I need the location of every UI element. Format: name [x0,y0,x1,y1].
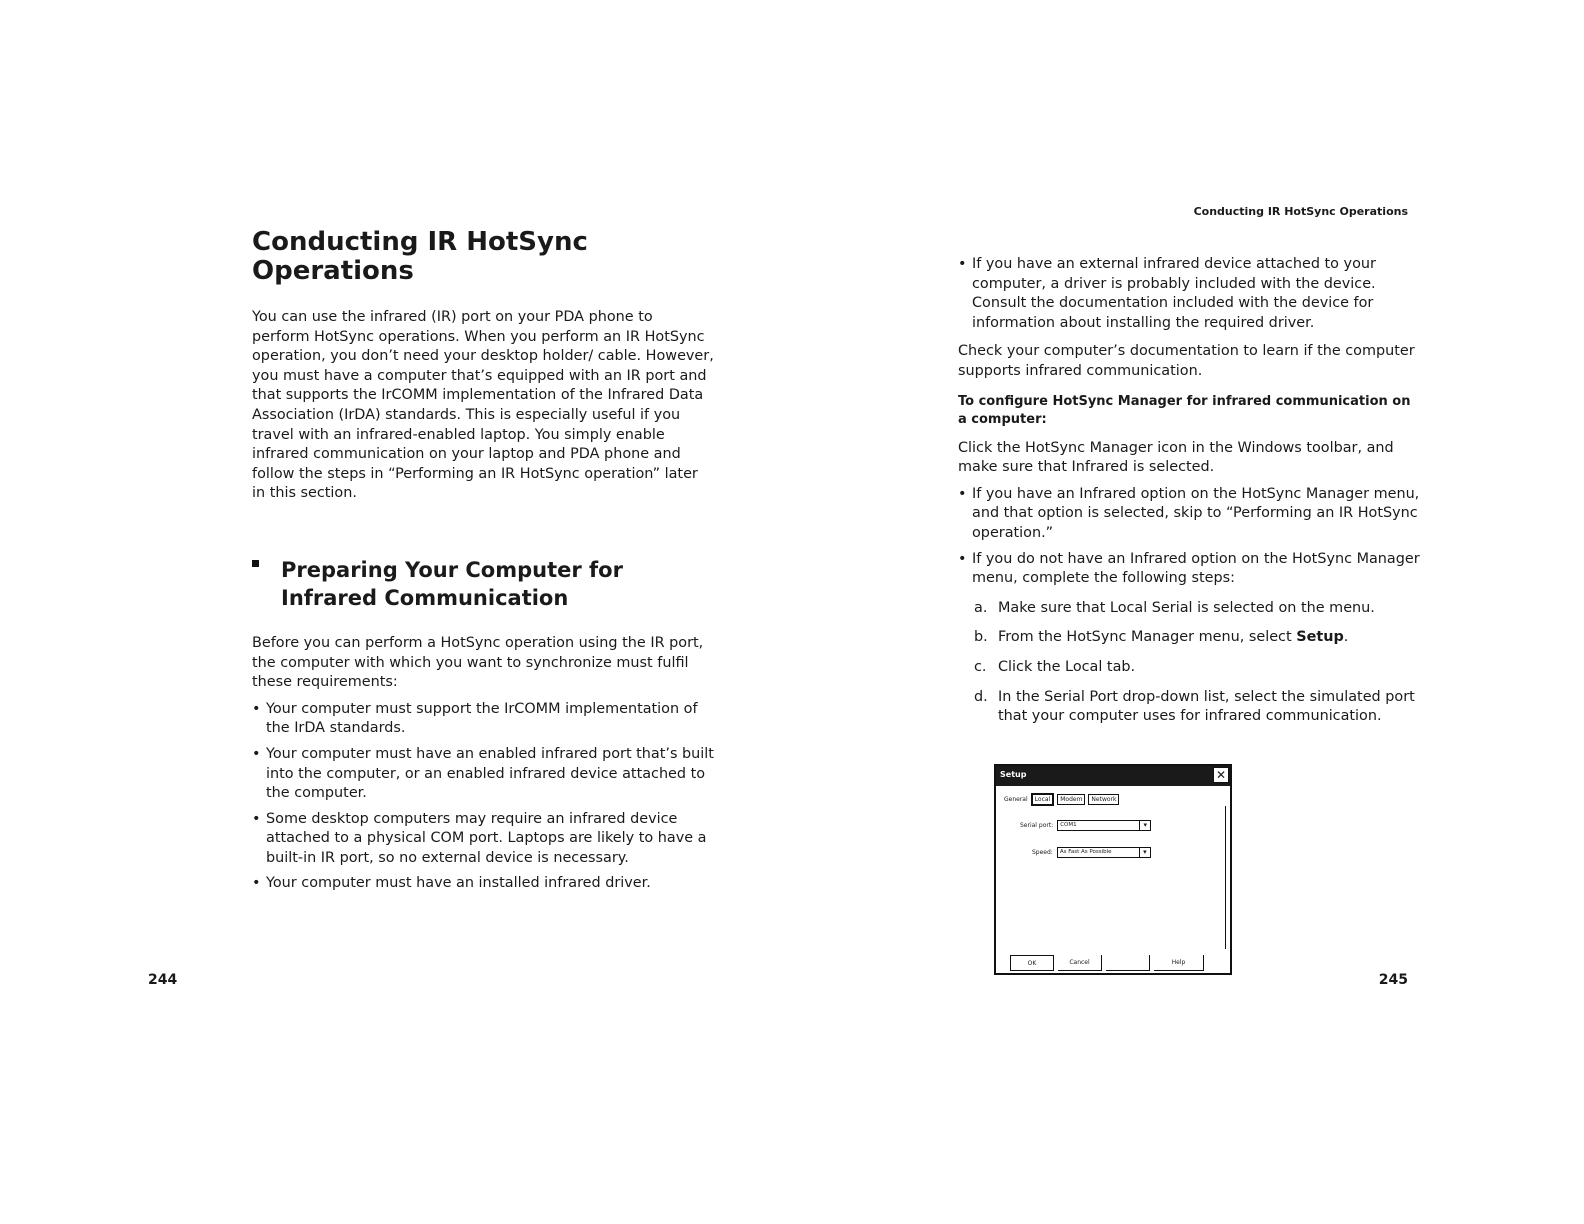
close-icon[interactable]: ✕ [1213,767,1229,783]
section-intro: Before you can perform a HotSync operation using the IR port, the computer with which you want to synchronize must fulfil these requirements: [252,634,704,691]
step-text: In the Serial Port drop-down list, select the simulated port that your computer uses for infrared communication. [998,688,1415,725]
page-number-right: 245 [1378,972,1408,988]
list-item: • If you do not have an Infrared option on the HotSync Manager menu, complete the following steps: [958,550,1420,589]
step-item [974,688,1420,727]
step-text: Click the Local tab. [998,658,1136,675]
list-item: • If you have an external infrared device attached to your computer, a driver is probably included with the device. Consult the documentation included with the device for information about installing the required driver. [958,255,1420,333]
page-title: Conducting IR HotSync Operations [252,227,588,286]
dialog-tabs [1004,793,1119,806]
external-device-list [958,255,1420,333]
speed-value: As Fast As Possible [1059,849,1112,855]
tab-local[interactable]: Local [1031,793,1055,806]
page-number-left: 244 [148,972,178,988]
serial-port-label: Serial port: [1020,822,1054,829]
chevron-down-icon[interactable]: ▾ [1139,848,1150,857]
check-paragraph: Check your computer’s documentation to learn if the computer supports infrared communication. [958,343,1415,379]
setup-dialog [994,764,1232,975]
tab-general[interactable]: General [1004,796,1028,803]
serial-port-row [1020,820,1151,831]
step-letter: a. [974,599,988,616]
tab-modem[interactable]: Modem [1057,794,1085,805]
step-item [974,599,1420,619]
conditions-list [958,485,1420,589]
running-head: Conducting IR HotSync Operations [1193,205,1408,218]
dialog-title: Setup [1000,770,1027,779]
step-letter: d. [974,688,988,705]
step-bold: Setup [1296,629,1344,646]
dialog-button-bar [1010,953,1228,971]
step-item [974,658,1420,678]
speed-select[interactable] [1057,847,1151,858]
left-page [252,228,714,894]
list-item: • If you have an Infrared option on the HotSync Manager menu, and that option is selected, skip to “Performing an IR HotSync operation.” [958,485,1420,544]
step-letter: b. [974,629,988,646]
apply-button[interactable] [1106,955,1150,971]
section-heading-block [252,556,714,612]
chevron-down-icon[interactable]: ▾ [1139,821,1150,830]
section-heading: Preparing Your Computer for Infrared Communication [281,557,623,610]
step-letter: c. [974,658,987,675]
tab-network[interactable]: Network [1088,794,1119,805]
procedure-heading: To configure HotSync Manager for infrared communication on a computer: [958,393,1411,427]
list-item: • Your computer must have an installed infrared driver. [252,874,714,894]
requirements-list [252,700,714,894]
right-page [958,255,1420,727]
serial-port-value: COM1 [1060,822,1077,828]
ok-button[interactable]: OK [1010,955,1054,971]
dialog-title-bar [996,766,1230,786]
list-item: • Your computer must have an enabled infrared port that’s built into the computer, or an enabled infrared device attached to the computer. [252,745,714,804]
serial-port-select[interactable] [1057,820,1151,831]
intro-paragraph: You can use the infrared (IR) port on your PDA phone to perform HotSync operations. When you perform an IR HotSync operation, you don’t need your desktop holder/ cable. However, you must have a computer that’s equipped with an IR port and that supports the IrCOMM implementation of the Infrared Data Association (IrDA) standards. This is especially useful if you travel with an infrared-enabled laptop. You simply enable infrared communication on your laptop and PDA phone and follow the steps in “Performing an IR HotSync operation” later in this section. [252,309,714,502]
step-text-after: . [1343,629,1349,646]
square-bullet-icon [252,560,259,567]
cancel-button[interactable]: Cancel [1058,955,1102,971]
speed-label: Speed: [1032,849,1053,856]
step-item [974,628,1420,648]
step-text: From the HotSync Manager menu, select [998,629,1297,646]
step-text: Make sure that Local Serial is selected on the menu. [998,599,1375,616]
steps-list [958,599,1420,727]
list-item: • Your computer must support the IrCOMM implementation of the IrDA standards. [252,700,714,739]
list-item: • Some desktop computers may require an infrared device attached to a physical COM port. Laptops are likely to have a built-in IR port, so no external device is necessary. [252,810,714,869]
click-paragraph: Click the HotSync Manager icon in the Windows toolbar, and make sure that Infrared is selected. [958,439,1394,476]
speed-row [1032,847,1151,858]
help-button[interactable]: Help [1154,955,1204,971]
